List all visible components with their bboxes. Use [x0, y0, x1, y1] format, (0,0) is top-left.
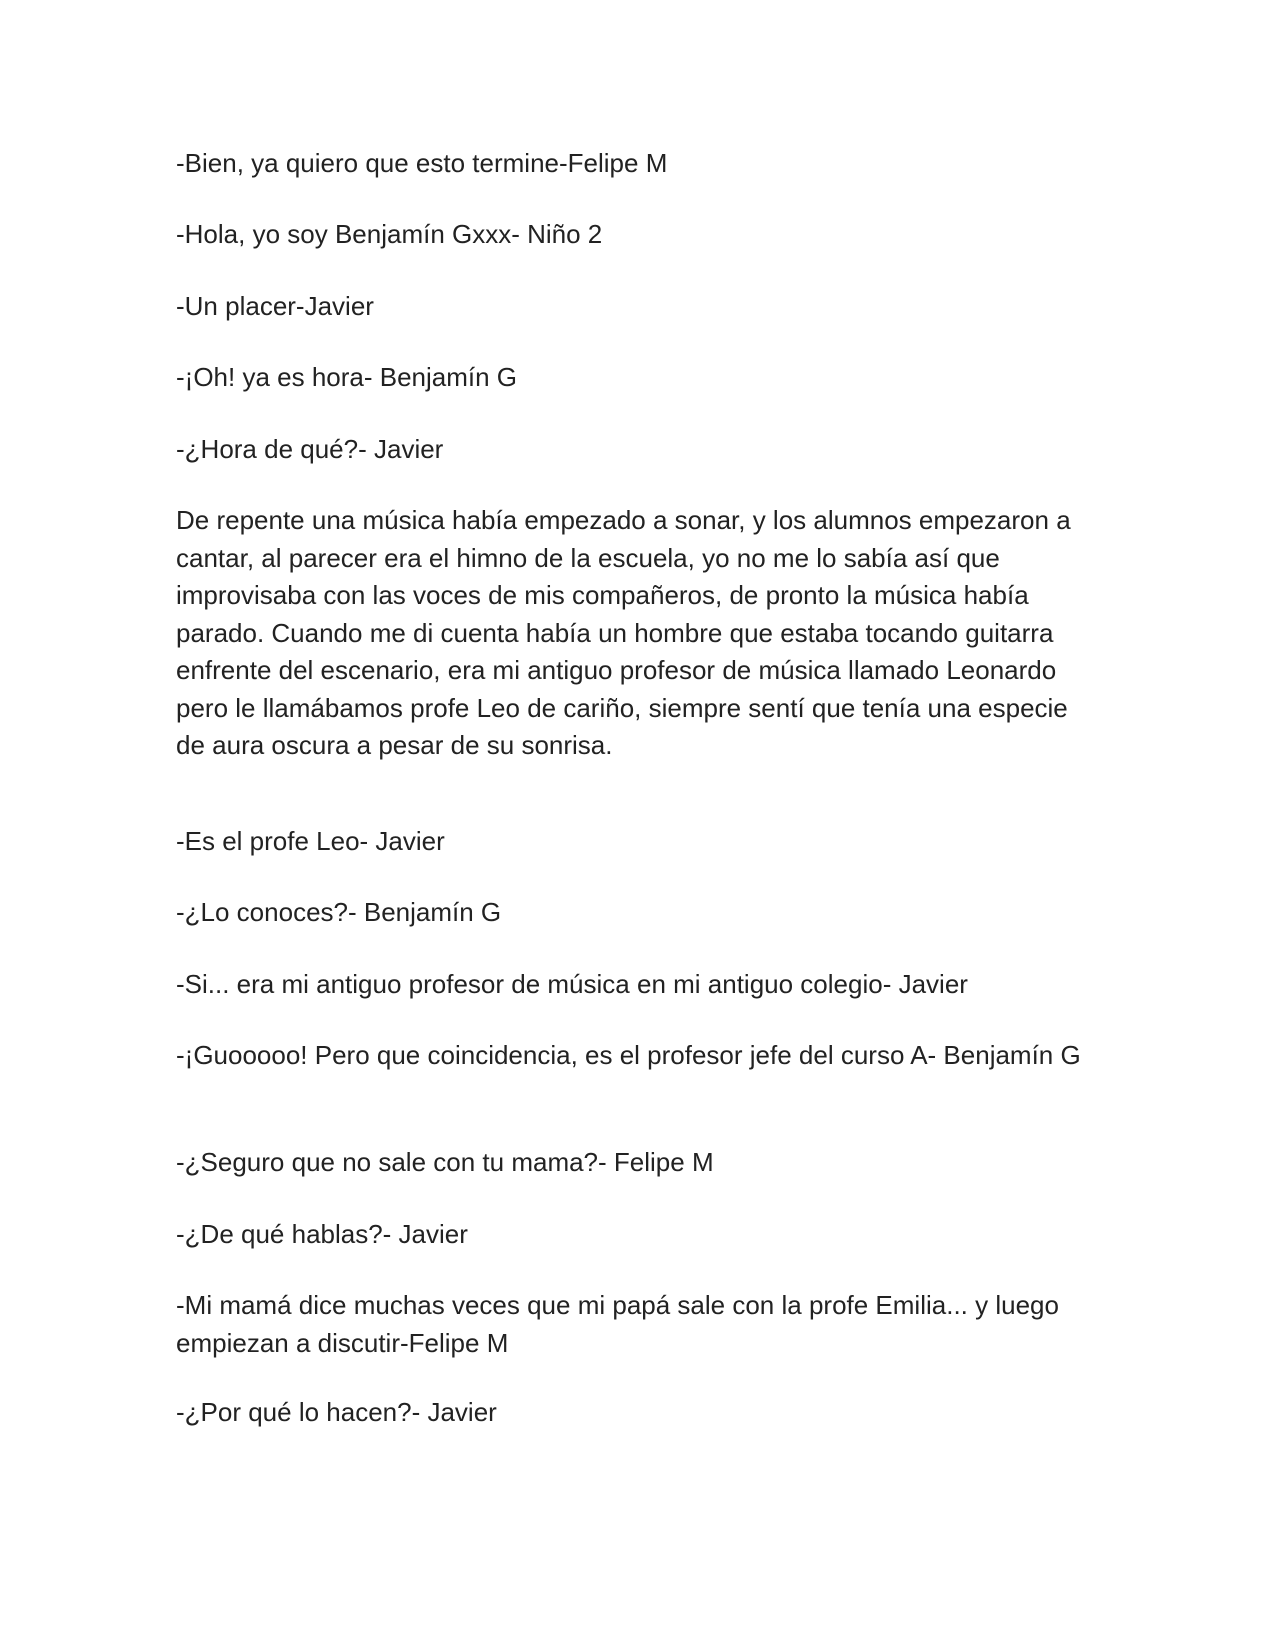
dialogue-line: -¿Seguro que no sale con tu mama?- Felipe M	[176, 1147, 714, 1177]
narrative-paragraph: De repente una música había empezado a sonar, y los alumnos empezaron a cantar, al parecer era el himno de la escuela, yo no me lo sabía así que improvisaba con las voces de mis compañeros, de pronto la música había parado. Cuando me di cuenta había un hombre que estaba tocando guitarra enfrente del escenario, era mi antiguo profesor de música llamado Leonardo pero le llamábamos profe Leo de cariño, siempre sentí que tenía una especie de aura oscura a pesar de su sonrisa.	[176, 505, 1071, 760]
dialogue-line: -¿Lo conoces?- Benjamín G	[176, 897, 502, 927]
dialogue-line: -Si... era mi antiguo profesor de música en mi antiguo colegio- Javier	[176, 969, 968, 999]
dialogue-line: -Un placer-Javier	[176, 291, 374, 321]
dialogue-line: -¿Por qué lo hacen?- Javier	[176, 1397, 497, 1427]
dialogue-line: -¿Hora de qué?- Javier	[176, 434, 444, 464]
dialogue-line: -¡Guooooo! Pero que coincidencia, es el profesor jefe del curso A- Benjamín G	[176, 1040, 1081, 1070]
dialogue-line: -¡Oh! ya es hora- Benjamín G	[176, 362, 518, 392]
dialogue-line: -Mi mamá dice muchas veces que mi papá sale con la profe Emilia... y luego empiezan a discutir-Felipe M	[176, 1290, 1059, 1358]
dialogue-line: -Bien, ya quiero que esto termine-Felipe M	[176, 148, 668, 178]
dialogue-line: -Es el profe Leo- Javier	[176, 826, 445, 856]
dialogue-line: -¿De qué hablas?- Javier	[176, 1219, 468, 1249]
dialogue-line: -Hola, yo soy Benjamín Gxxx- Niño 2	[176, 219, 603, 249]
